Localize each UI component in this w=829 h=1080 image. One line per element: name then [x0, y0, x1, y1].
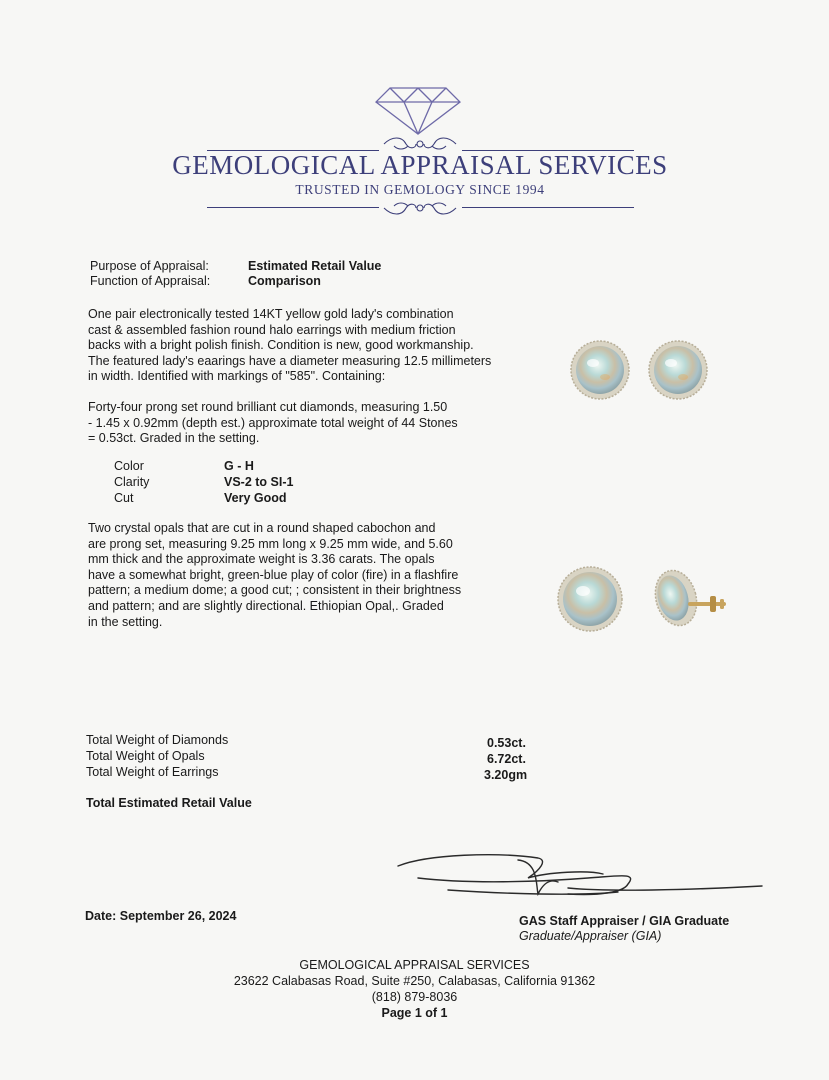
clarity-value: VS-2 to SI-1	[224, 475, 294, 489]
diamonds-weight-label: Total Weight of Diamonds	[86, 733, 229, 747]
description-line: backs with a bright polish finish. Condition is new, good workmanship.	[88, 338, 474, 353]
footer-company: GEMOLOGICAL APPRAISAL SERVICES	[299, 958, 530, 972]
description-line: and pattern; and are slightly directional. Ethiopian Opal,. Graded	[88, 598, 444, 613]
earrings-weight-value: 3.20gm	[484, 768, 528, 782]
description-line: have a somewhat bright, green-blue play of color (fire) in a flashfire	[88, 567, 459, 582]
description-line: mm thick and the approximate weight is 3.36 carats. The opals	[88, 552, 435, 567]
description-line: The featured lady's eaarings have a diameter measuring 12.5 millimeters	[88, 353, 492, 368]
footer-phone: (818) 879-8036	[371, 990, 458, 1004]
description-line: = 0.53ct. Graded in the setting.	[88, 431, 260, 446]
description-line: Two crystal opals that are cut in a round shaped cabochon and	[88, 521, 436, 535]
description-line: in the setting.	[88, 614, 163, 629]
description-line: - 1.45 x 0.92mm (depth est.) approximate total weight of 44 Stones	[88, 415, 458, 430]
company-tagline: TRUSTED IN GEMOLOGY SINCE 1994	[295, 182, 545, 197]
description-line: One pair electronically tested 14KT yellow gold lady's combination	[88, 307, 454, 321]
cut-value: Very Good	[224, 491, 287, 505]
function-label: Function of Appraisal:	[90, 274, 211, 288]
description-line: pattern; a medium dome; a good cut; ; consistent in their brightness	[88, 583, 462, 598]
item-description	[88, 307, 491, 385]
clarity-label: Clarity	[114, 475, 150, 489]
purpose-value: Estimated Retail Value	[248, 259, 382, 273]
description-line: cast & assembled fashion round halo earrings with medium friction	[88, 322, 456, 337]
retail-value-label: Total Estimated Retail Value	[86, 796, 252, 810]
earrings-side-photo	[552, 562, 732, 642]
opals-weight-value: 6.72ct.	[487, 752, 526, 766]
earrings-front-photo	[565, 335, 715, 405]
signature	[388, 848, 768, 908]
purpose-label: Purpose of Appraisal:	[90, 259, 209, 273]
diamonds-weight-value: 0.53ct.	[487, 736, 526, 750]
company-name: GEMOLOGICAL APPRAISAL SERVICES	[172, 150, 668, 180]
appraiser-title: GAS Staff Appraiser / GIA Graduate	[519, 914, 730, 928]
description-line: in width. Identified with markings of "585". Containing:	[88, 369, 386, 384]
description-line: Forty-four prong set round brilliant cut diamonds, measuring 1.50	[88, 400, 448, 414]
opals-weight-label: Total Weight of Opals	[86, 749, 205, 763]
diamond-icon	[370, 82, 466, 138]
color-value: G - H	[224, 459, 254, 473]
page-number: Page 1 of 1	[381, 1006, 448, 1020]
footer-address: 23622 Calabasas Road, Suite #250, Calabasas, California 91362	[233, 974, 596, 988]
appraiser-subtitle: Graduate/Appraiser (GIA)	[519, 929, 662, 943]
function-value: Comparison	[248, 274, 321, 288]
description-line: are prong set, measuring 9.25 mm long x 9.25 mm wide, and 5.60	[88, 536, 453, 551]
opals-description	[88, 521, 461, 630]
diamonds-description	[88, 400, 458, 447]
earrings-weight-label: Total Weight of Earrings	[86, 765, 219, 779]
appraisal-date: Date: September 26, 2024	[85, 909, 237, 923]
ornament-flourish-bottom	[380, 200, 460, 216]
color-label: Color	[114, 459, 144, 473]
cut-label: Cut	[114, 491, 134, 505]
